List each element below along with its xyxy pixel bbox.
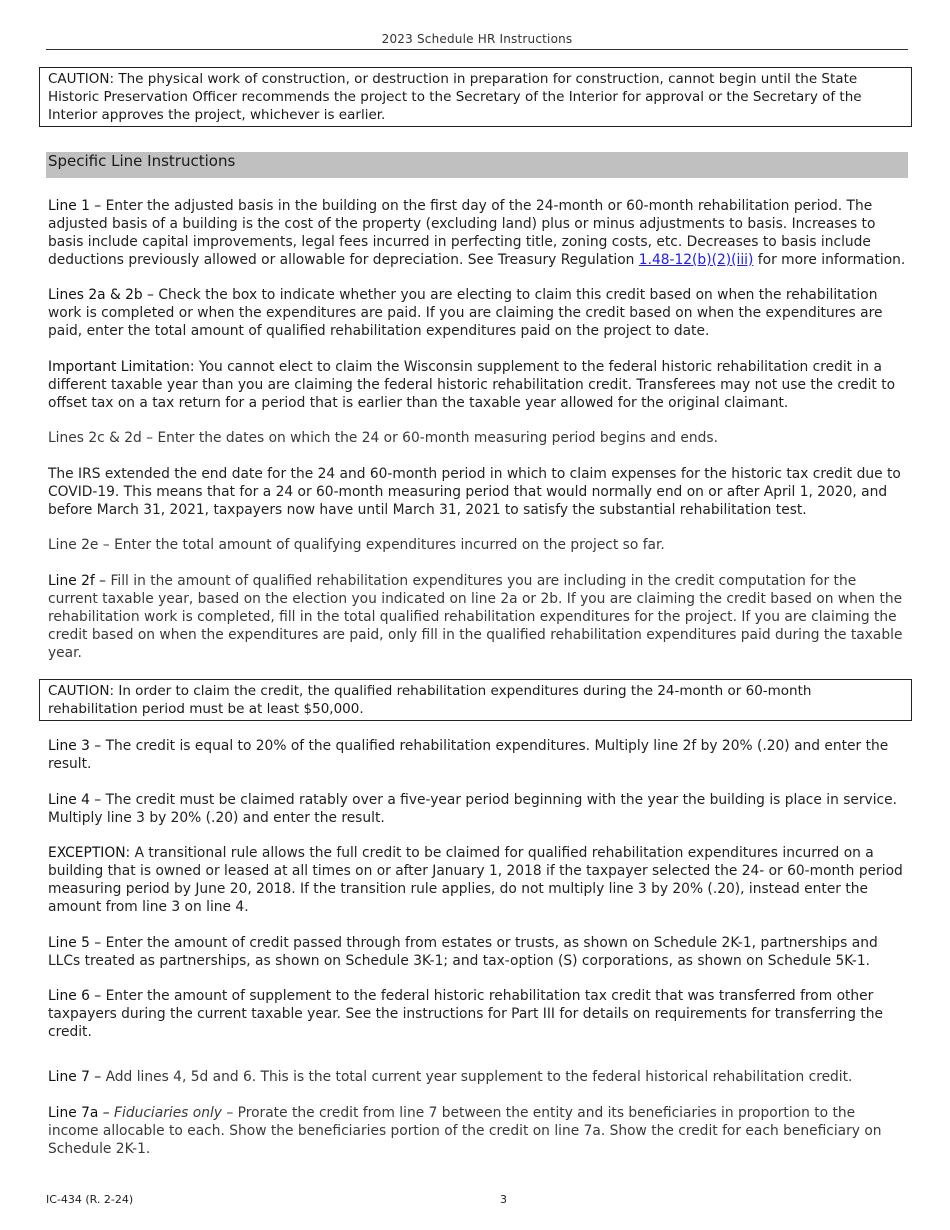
lines-2c-2d-text: Enter the dates on which the 24 or 60-month measuring period begins and ends. — [157, 430, 718, 446]
page-header: 2023 Schedule HR Instructions — [381, 32, 573, 46]
line-3-label: Line 3 – — [48, 738, 102, 754]
caution-box-minimum — [39, 679, 912, 721]
line-3-text: The credit is equal to 20% of the qualified rehabilitation expenditures. Multiply line 2f by 20% (.20) and enter the result. — [48, 738, 889, 772]
caution-label: CAUTION: — [48, 683, 115, 699]
line-1-text: Enter the adjusted basis in the building on the first day of the 24-month or 60-month rehabilitation period. The adjusted basis of a building is the cost of the property (excluding land) plus or minus adjustments to basis. Increases to basis include capital improvements, legal fees incurred in perfecting title, zoning costs, etc. Decreases to basis include deductions previously allowed or allowable for depreciation. See Treasury Regulation — [48, 198, 876, 268]
exception-label: EXCEPTION: — [48, 845, 131, 861]
line-7a-label: Line 7a – — [48, 1105, 110, 1121]
header-rule — [46, 49, 908, 50]
page-number: 3 — [500, 1193, 507, 1206]
line-5-paragraph — [48, 934, 906, 970]
line-2f-text: Fill in the amount of qualified rehabilitation expenditures you are including in the credit computation for the current taxable year, based on the election you indicated on line 2a or 2b. If you are claiming the credit based on when the rehabilitation work is completed, fill in the total qualified rehabilitation expenditures for the project. If you are claiming the credit based on when the expenditures are paid, only fill in the qualified rehabilitation expenditures paid during the taxable year. — [48, 573, 903, 661]
line-4-text: The credit must be claimed ratably over a five-year period beginning with the year the building is place in service. Multiply line 3 by 20% (.20) and enter the result. — [48, 792, 898, 826]
line-2e-paragraph — [48, 536, 906, 554]
line-2e-text: Enter the total amount of qualifying expenditures incurred on the project so far. — [114, 537, 665, 553]
form-number: IC-434 (R. 2-24) — [46, 1193, 134, 1206]
line-2f-paragraph — [48, 572, 906, 662]
important-limitation-label: Important Limitation: — [48, 359, 195, 375]
exception-text: A transitional rule allows the full credit to be claimed for qualified rehabilitation expenditures incurred on a building that is owned or leased at all times on or after January 1, 2018 if the taxpayer selected the 24- or 60-month period measuring period by June 20, 2018. If the transition rule applies, do not multiply line 3 by 20% (.20), instead enter the amount from line 3 on line 4. — [48, 845, 903, 915]
line-5-text: Enter the amount of credit passed through from estates or trusts, as shown on Schedule 2K-1, partnerships and LLCs treated as partnerships, as shown on Schedule 3K-1; and tax-option (S) corporations, as shown on Schedule 5K-1. — [48, 935, 878, 969]
line-3-paragraph — [48, 737, 906, 773]
line-5-label: Line 5 – — [48, 935, 102, 951]
line-7a-text: Prorate the credit from line 7 between the entity and its beneficiaries in proportion to the income allocable to each. Show the beneficiaries portion of the credit on line 7a. Show the credit for each beneficiary on Schedule 2K-1. — [48, 1105, 882, 1157]
lines-2c-2d-paragraph — [48, 429, 906, 447]
section-title: Specific Line Instructions — [48, 152, 236, 170]
treasury-regulation-link[interactable]: 1.48-12(b)(2)(iii) — [638, 252, 754, 268]
line-4-paragraph — [48, 791, 906, 827]
lines-2a-2b-label: Lines 2a & 2b – — [48, 287, 154, 303]
important-limitation-paragraph — [48, 358, 906, 412]
line-6-label: Line 6 – — [48, 988, 102, 1004]
caution-text: In order to claim the credit, the qualified rehabilitation expenditures during the 24-month or 60-month rehabilitation period must be at least $50,000. — [48, 683, 812, 717]
line-1-paragraph — [48, 197, 906, 269]
line-2e-label: Line 2e – — [48, 537, 110, 553]
line-2f-label: Line 2f – — [48, 573, 107, 589]
line-6-paragraph — [48, 987, 906, 1041]
important-limitation-text: You cannot elect to claim the Wisconsin supplement to the federal historic rehabilitation credit in a different taxable year than you are claiming the federal historic rehabilitation credit. Transferees may not use the credit to offset tax on a tax return for a period that is earlier than the taxable year allowed for the original claimant. — [48, 359, 896, 411]
irs-extension-paragraph — [48, 465, 906, 519]
exception-paragraph — [48, 844, 906, 916]
caution-label: CAUTION: — [48, 71, 115, 87]
caution-box-construction — [39, 67, 912, 127]
line-7-text: Add lines 4, 5d and 6. This is the total current year supplement to the federal historical rehabilitation credit. — [105, 1069, 853, 1085]
lines-2a-2b-paragraph — [48, 286, 906, 340]
line-7a-fiduciaries: Fiduciaries only — [114, 1105, 222, 1121]
caution-text: The physical work of construction, or destruction in preparation for construction, cannot begin until the State Historic Preservation Officer recommends the project to the Secretary of the Interior for approval or the Secretary of the Interior approves the project, whichever is earlier. — [48, 71, 862, 123]
line-7a-dash: – — [226, 1105, 234, 1121]
irs-extension-text: The IRS extended the end date for the 24 and 60-month period in which to claim expenses for the historic tax credit due to COVID-19. This means that for a 24 or 60-month measuring period that would normally end on or after April 1, 2020, and before March 31, 2021, taxpayers now have until March 31, 2021 to satisfy the substantial rehabilitation test. — [48, 466, 901, 518]
line-6-text: Enter the amount of supplement to the federal historic rehabilitation tax credit that was transferred from other taxpayers during the current taxable year. See the instructions for Part III for details on requirements for transferring the credit. — [48, 988, 883, 1040]
line-1-after: for more information. — [757, 252, 906, 268]
line-1-label: Line 1 – — [48, 198, 102, 214]
line-7a-paragraph — [48, 1104, 906, 1158]
lines-2c-2d-label: Lines 2c & 2d – — [48, 430, 154, 446]
line-4-label: Line 4 – — [48, 792, 102, 808]
line-7-paragraph — [48, 1068, 906, 1086]
lines-2a-2b-text: Check the box to indicate whether you are electing to claim this credit based on when the rehabilitation work is completed or when the expenditures are paid. If you are claiming the credit based on when the expenditures are paid, enter the total amount of qualified rehabilitation expenditures paid on the project to date. — [48, 287, 883, 339]
section-header — [46, 152, 908, 178]
line-7-label: Line 7 – — [48, 1069, 102, 1085]
